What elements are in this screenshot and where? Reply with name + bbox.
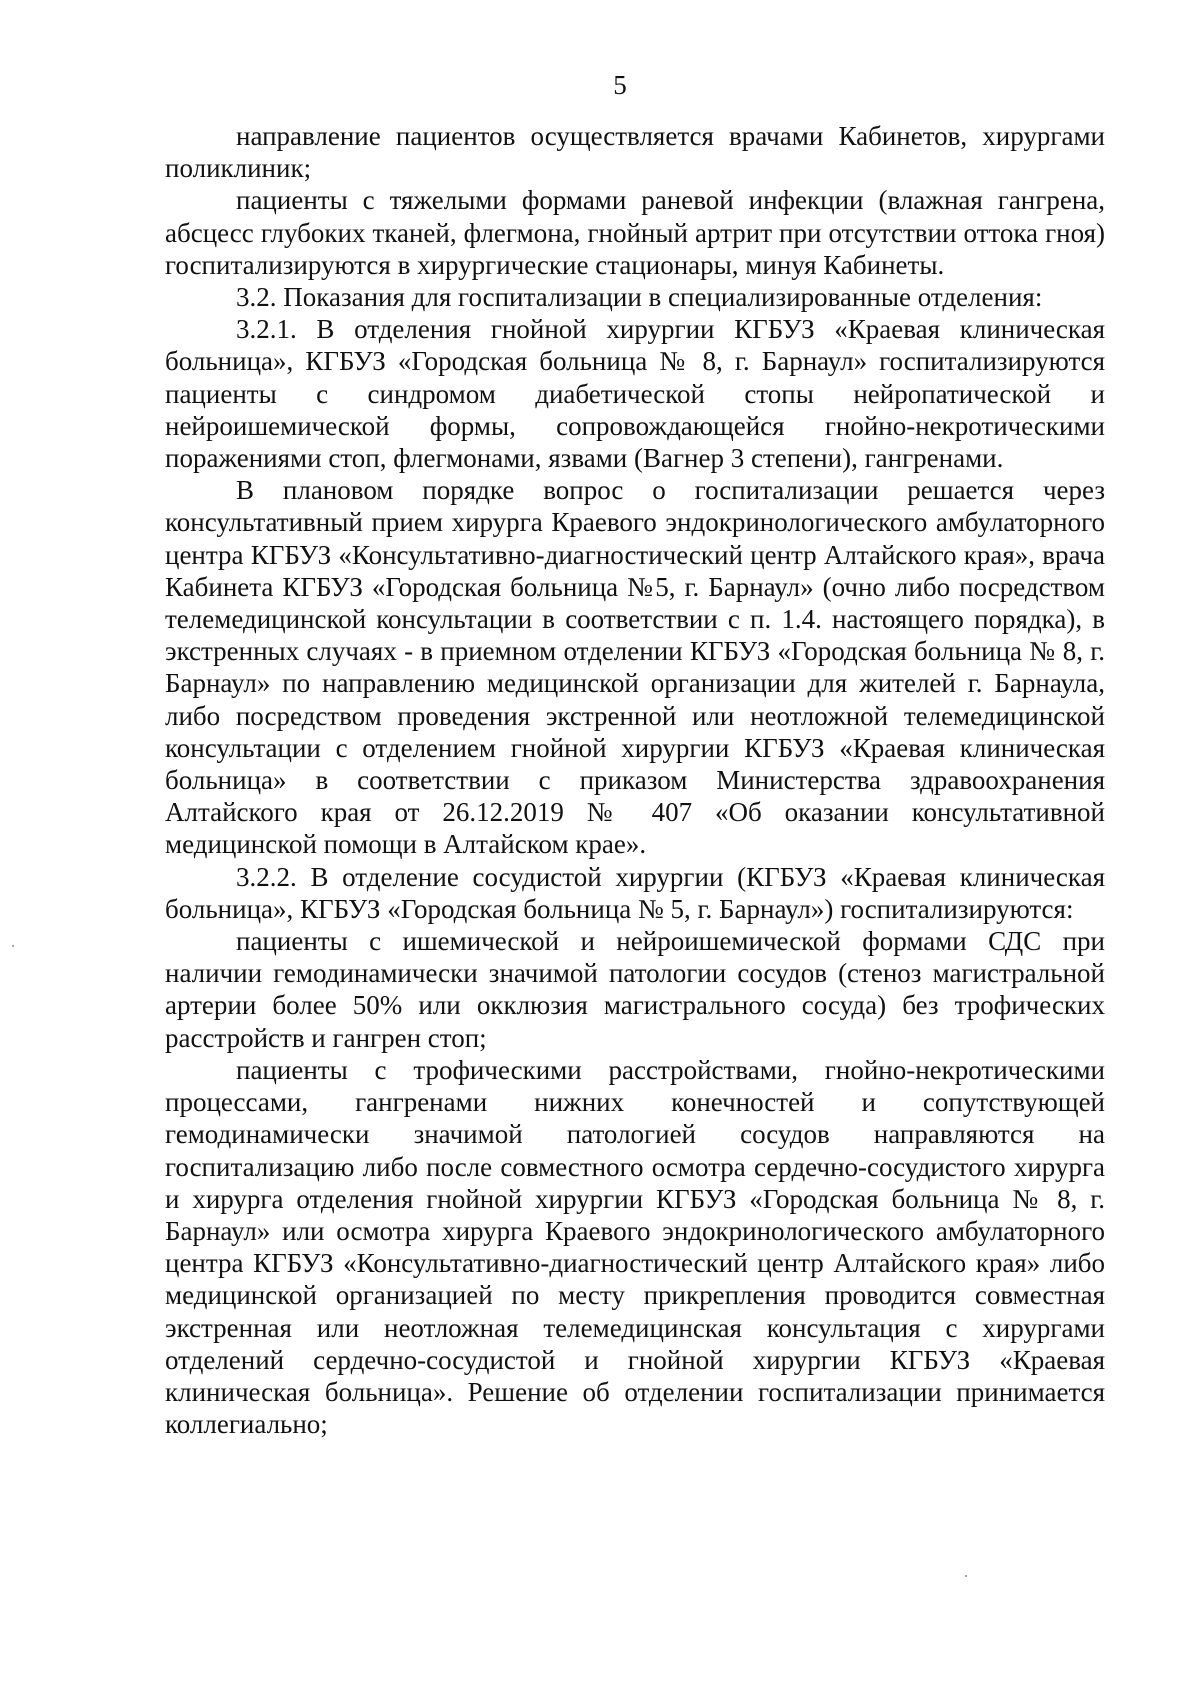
paragraph-3-2-2: 3.2.2. В отделение сосудистой хирургии (КГБУЗ «Краевая клиническая больница», КГБУЗ «Городская больница № 5, г. Барнаул») госпитализируются: — [165, 861, 1105, 924]
scan-speck — [12, 945, 14, 947]
scan-speck — [965, 1575, 967, 1577]
paragraph-planned-hospitalization: В плановом порядке вопрос о госпитализации решается через консультативный прием хирурга Краевого эндокринологического амбулаторного центра КГБУЗ «Консультативно-диагностический центр Алтайского края», врача Кабинета КГБУЗ «Городская больница №5, г. Барнаул» (очно либо посредством телемедицинской консультации в соответствии с п. 1.4. настоящего порядка), в экстренных случаях - в приемном отделении КГБУЗ «Городская больница № 8, г. Барнаул» по направлению медицинской организации для жителей г. Барнаула, либо посредством проведения экстренной или неотложной телемедицинской консультации с отделением гнойной хирургии КГБУЗ «Краевая клиническая больница» в соответствии с приказом Министерства здравоохранения Алтайского края от 26.12.2019 № 407 «Об оказании консультативной медицинской помощи в Алтайском крае». — [165, 475, 1105, 860]
section-heading-3-2: 3.2. Показания для госпитализации в специализированные отделения: — [236, 282, 1043, 313]
paragraph-trophic-disorders: пациенты с трофическими расстройствами, гнойно-некротическими процессами, гангренами нижних конечностей и сопутствующей гемодинамически значимой патологией сосудов направляются на госпитализацию либо после совместного осмотра сердечно-сосудистого хирурга и хирурга отделения гнойной хирургии КГБУЗ «Городская больница № 8, г. Барнаул» или осмотра хирурга Краевого эндокринологического амбулаторного центра КГБУЗ «Консультативно-диагностический центр Алтайского края» либо медицинской организацией по месту прикрепления проводится совместная экстренная или неотложная телемедицинская консультация с хирургами отделений сердечно-сосудистой и гнойной хирургии КГБУЗ «Краевая клиническая больница». Решение об отделении госпитализации принимается коллегиально; — [165, 1054, 1105, 1440]
paragraph-3-2-1: 3.2.1. В отделения гнойной хирургии КГБУЗ «Краевая клиническая больница», КГБУЗ «Городская больница № 8, г. Барнаул» госпитализируются пациенты с синдромом диабетической стопы нейропатической и нейроишемической формы, сопровождающейся гнойно-некротическими поражениями стоп, флегмонами, язвами (Вагнер 3 степени), гангренами. — [165, 314, 1105, 474]
paragraph-referral: направление пациентов осуществляется врачами Кабинетов, хирургами поликлиник; — [165, 121, 1105, 184]
paragraph-severe-infection: пациенты с тяжелыми формами раневой инфекции (влажная гангрена, абсцесс глубоких тканей, флегмона, гнойный артрит при отсутствии оттока гноя) госпитализируются в хирургические стационары, минуя Кабинеты. — [165, 185, 1105, 280]
paragraph-ischemic-form: пациенты с ишемической и нейроишемической формами СДС при наличии гемодинамически значимой патологии сосудов (стеноз магистральной артерии более 50% или окклюзия магистрального сосуда) без трофических расстройств и гангрен стоп; — [165, 926, 1105, 1053]
document-body — [165, 120, 1105, 1440]
page-number: 5 — [613, 70, 627, 100]
